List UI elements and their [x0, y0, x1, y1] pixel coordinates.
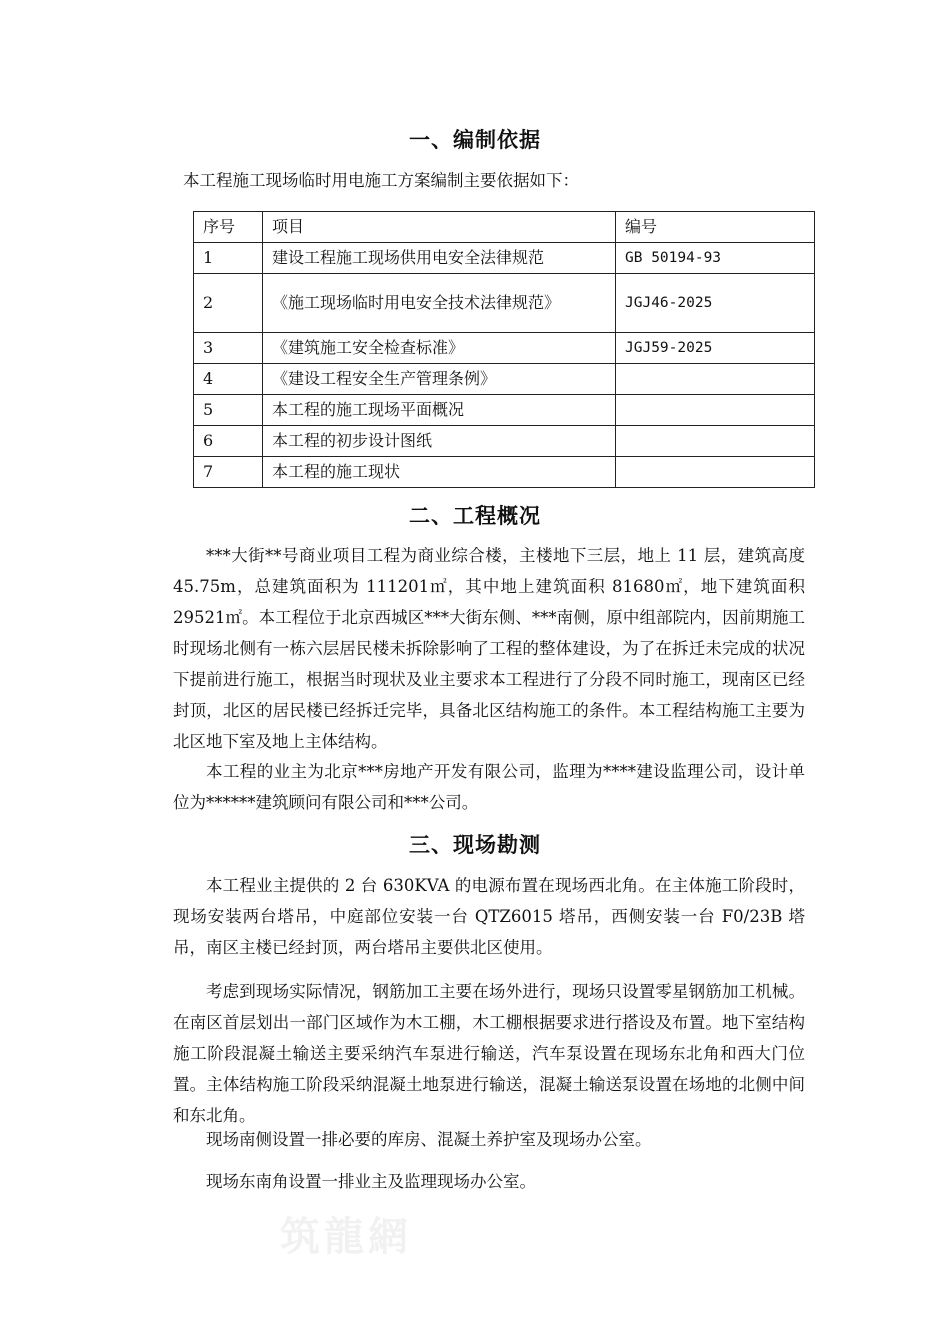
section3-heading: 三、现场勘测 — [409, 833, 541, 857]
section3-paragraph-layout: 考虑到现场实际情况，钢筋加工主要在场外进行，现场只设置零星钢筋加工机械。在南区首层划出一部门区域作为木工棚，木工棚根据要求进行搭设及布置。地下室结构施工阶段混凝土输送主要采纳汽车泵进行输送，汽车泵设置在现场东北角和西大门位置。主体结构施工阶段采纳混凝土地泵进行输送，混凝土输送泵设置在场地的北侧中间和东北角。 — [173, 982, 805, 1125]
table-header-row — [194, 212, 815, 243]
row-item: 《建设工程安全生产管理条例》 — [263, 364, 616, 395]
section3-paragraph-office: 现场东南角设置一排业主及监理现场办公室。 — [206, 1172, 536, 1191]
table-row — [194, 457, 815, 488]
row-no: 7 — [194, 457, 263, 488]
header-code: 编号 — [616, 212, 815, 243]
row-item: 本工程的初步设计图纸 — [263, 426, 616, 457]
table-row — [194, 426, 815, 457]
table-row — [194, 364, 815, 395]
section1-heading: 一、编制依据 — [409, 128, 541, 152]
row-no: 4 — [194, 364, 263, 395]
row-item: 建设工程施工现场供用电安全法律规范 — [263, 243, 616, 274]
header-no: 序号 — [194, 212, 263, 243]
row-code: JGJ59-2025 — [616, 333, 815, 364]
section2-heading: 二、工程概况 — [409, 504, 541, 528]
row-code: GB 50194-93 — [616, 243, 815, 274]
section2-paragraph-parties: 本工程的业主为北京***房地产开发有限公司，监理为****建设监理公司，设计单位为******建筑顾问有限公司和***公司。 — [173, 762, 805, 812]
row-code — [616, 364, 815, 395]
section1-intro: 本工程施工现场临时用电施工方案编制主要依据如下： — [183, 171, 579, 190]
basis-table — [193, 211, 815, 488]
row-code: JGJ46-2025 — [616, 274, 815, 333]
row-item: 本工程的施工现状 — [263, 457, 616, 488]
section3-paragraph-power: 本工程业主提供的 2 台 630KVA 的电源布置在现场西北角。在主体施工阶段时，现场安装两台塔吊，中庭部位安装一台 QTZ6015 塔吊，西侧安装一台 F0/23B 塔吊，南区主楼已经封顶，两台塔吊主要供北区使用。 — [173, 876, 805, 957]
row-no: 1 — [194, 243, 263, 274]
row-item: 《建筑施工安全检查标准》 — [263, 333, 616, 364]
section2-paragraph-overview: ***大街**号商业项目工程为商业综合楼，主楼地下三层，地上 11 层，建筑高度 45.75m，总建筑面积为 111201㎡，其中地上建筑面积 81680㎡，地下建筑面积 29521㎡。本工程位于北京西城区***大街东侧、***南侧，原中组部院内，因前期施工时现场北侧有一栋六层居民楼未拆除影响了工程的整体建设，为了在拆迁未完成的状况下提前进行施工，根据当时现状及业主要求本工程进行了分段不同时施工，现南区已经封顶，北区的居民楼已经拆迁完毕，具备北区结构施工的条件。本工程结构施工主要为北区地下室及地上主体结构。 — [173, 546, 805, 751]
table-row — [194, 274, 815, 333]
table-row — [194, 243, 815, 274]
row-no: 3 — [194, 333, 263, 364]
row-code — [616, 457, 815, 488]
row-no: 5 — [194, 395, 263, 426]
row-item: 《施工现场临时用电安全技术法律规范》 — [263, 274, 616, 333]
header-item: 项目 — [263, 212, 616, 243]
table-row — [194, 395, 815, 426]
row-code — [616, 395, 815, 426]
table-row — [194, 333, 815, 364]
row-no: 6 — [194, 426, 263, 457]
row-code — [616, 426, 815, 457]
row-item: 本工程的施工现场平面概况 — [263, 395, 616, 426]
row-no: 2 — [194, 274, 263, 333]
section3-paragraph-storage: 现场南侧设置一排必要的库房、混凝土养护室及现场办公室。 — [206, 1130, 652, 1149]
watermark-logo: 筑龍網 — [280, 1213, 412, 1260]
